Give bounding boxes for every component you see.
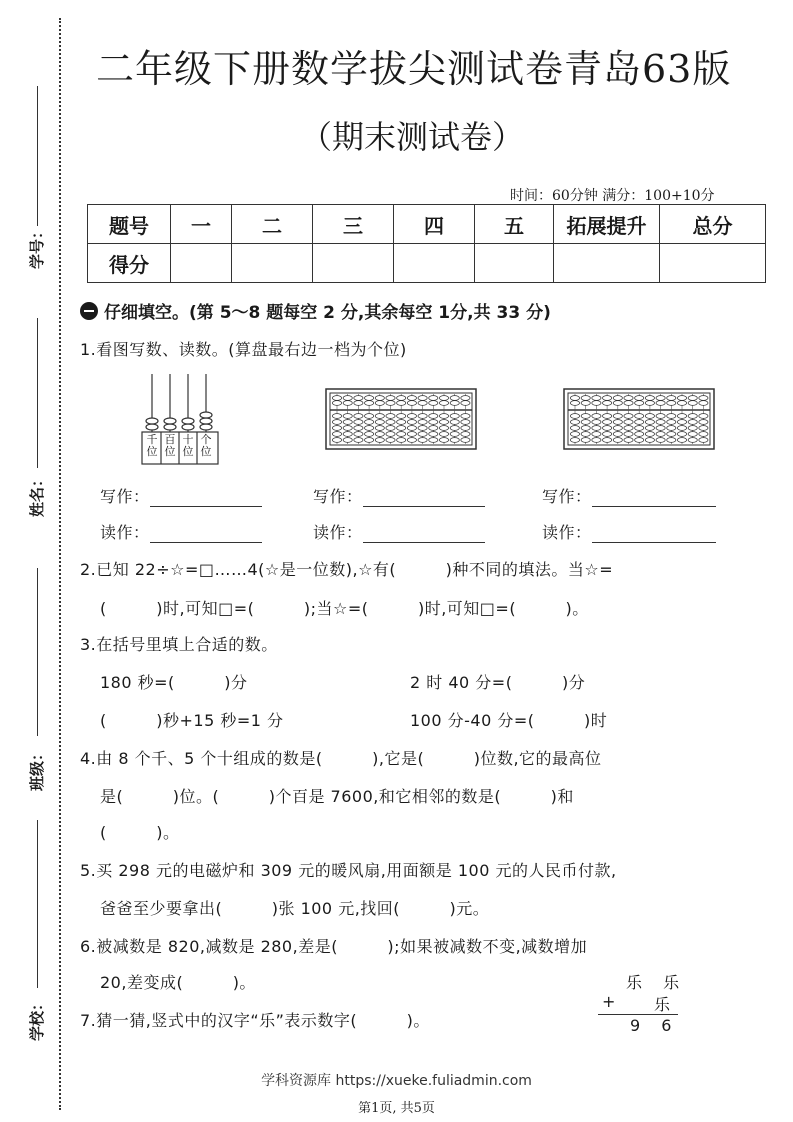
q4-line3: ( )。 [100, 823, 180, 842]
abacus-bead [570, 396, 579, 401]
abacus-bead [397, 432, 406, 437]
score-cell[interactable] [232, 244, 313, 283]
abacus-bead [603, 414, 612, 419]
abacus-bead [375, 420, 384, 425]
abacus-bead [688, 432, 697, 437]
abacus-bead [418, 420, 427, 425]
abacus-bead [365, 396, 374, 401]
abacus-bead [397, 396, 406, 401]
abacus-bead [375, 401, 384, 406]
abacus-bead [603, 432, 612, 437]
abacus-bead [656, 432, 665, 437]
write-answer-blank[interactable] [363, 506, 485, 507]
abacus-bead [429, 414, 438, 419]
abacus-bead [332, 432, 341, 437]
q7-text: 7.猜一猜,竖式中的汉字“乐”表示数字( )。 [80, 1011, 430, 1030]
abacus-bead [450, 420, 459, 425]
abacus-bead [592, 438, 601, 443]
abacus-bead [386, 426, 395, 431]
abacus-bead [592, 396, 601, 401]
q2-line1: 2.已知 22÷☆=□……4(☆是一位数),☆有( )种不同的填法。当☆= [80, 560, 614, 579]
score-cell[interactable] [313, 244, 394, 283]
abacus-bead [699, 420, 708, 425]
abacus-bead [699, 426, 708, 431]
abacus-bead [635, 396, 644, 401]
abacus-bead [656, 414, 665, 419]
abacus-bead [570, 414, 579, 419]
write-row-3 [542, 484, 716, 507]
score-cell[interactable] [394, 244, 475, 283]
section-heading-text: 仔细填空。(第 5～8 题每空 2 分,其余每空 1分,共 33 分) [104, 303, 551, 323]
name-line[interactable] [37, 318, 38, 468]
q6-line2: 20,差变成( )。 [100, 973, 256, 992]
counter-label-ones: 个位 [200, 433, 212, 458]
abacus-bead [688, 396, 697, 401]
abacus-bead [375, 438, 384, 443]
abacus-bead [645, 420, 654, 425]
score-table [87, 204, 766, 283]
abacus-bead [450, 401, 459, 406]
abacus-bead [332, 396, 341, 401]
abacus-bead [677, 396, 686, 401]
q3-item-c: ( )秒+15 秒=1 分 [100, 711, 284, 730]
abacus-bead [461, 438, 470, 443]
counter-label-hundreds: 百位 [164, 433, 176, 458]
abacus-bead [581, 396, 590, 401]
abacus-bead [332, 420, 341, 425]
abacus-bead [439, 396, 448, 401]
q3-item-a: 180 秒=( )分 [100, 673, 248, 692]
abacus-bead [461, 401, 470, 406]
score-cell[interactable] [554, 244, 660, 283]
abacus-bead [343, 438, 352, 443]
abacus-bead [365, 438, 374, 443]
abacus-bead [407, 401, 416, 406]
counter-label-thousands: 千位 [146, 433, 158, 458]
q4-line2: 是( )位。( )个百是 7600,和它相邻的数是( )和 [100, 787, 574, 806]
read-label: 读作： [100, 523, 150, 542]
abacus-bead [375, 432, 384, 437]
abacus-bead [343, 414, 352, 419]
abacus-bead [581, 438, 590, 443]
class-line[interactable] [37, 568, 38, 736]
section-heading [80, 298, 551, 323]
abacus-bead [699, 438, 708, 443]
abacus-bead [354, 414, 363, 419]
write-label: 写作： [100, 487, 150, 506]
abacus-bead [439, 426, 448, 431]
score-header-cell: 题号 [88, 205, 171, 244]
abacus-bead [592, 401, 601, 406]
abacus-bead [667, 396, 676, 401]
abacus-bead [354, 432, 363, 437]
score-cell[interactable] [475, 244, 554, 283]
abacus-bead [407, 420, 416, 425]
abacus-bead [450, 426, 459, 431]
abacus-bead [386, 414, 395, 419]
abacus-bead [699, 432, 708, 437]
score-header-cell: 总分 [660, 205, 766, 244]
abacus-bead [439, 432, 448, 437]
abacus-bead [418, 396, 427, 401]
abacus-bead [450, 414, 459, 419]
abacus-bead [677, 420, 686, 425]
q5-line2: 爸爸至少要拿出( )张 100 元,找回( )元。 [100, 899, 490, 918]
abacus-bead [461, 426, 470, 431]
score-cell[interactable] [171, 244, 232, 283]
q7-vertical-second: 乐 [654, 995, 671, 1014]
abacus-bead [418, 426, 427, 431]
abacus-bead [570, 401, 579, 406]
abacus-bead [656, 396, 665, 401]
abacus-bead [343, 426, 352, 431]
footer-page-number: 第1页, 共5页 [358, 1101, 435, 1116]
abacus-bead [418, 401, 427, 406]
abacus-bead [677, 426, 686, 431]
abacus-bead [699, 401, 708, 406]
abacus-bead [603, 420, 612, 425]
abacus-bead [429, 396, 438, 401]
abacus-bead [645, 401, 654, 406]
abacus-bead [407, 438, 416, 443]
abacus-bead [667, 438, 676, 443]
abacus-bead [624, 426, 633, 431]
abacus-bead [354, 396, 363, 401]
abacus-bead [375, 396, 384, 401]
abacus-bead [688, 401, 697, 406]
student-id-label: 学号： [28, 223, 47, 270]
abacus-bead [332, 438, 341, 443]
score-table-score-row [88, 244, 766, 283]
abacus-bead [613, 420, 622, 425]
abacus-1 [325, 388, 477, 450]
page-subtitle: （期末测试卷） [300, 118, 525, 156]
abacus-bead [570, 420, 579, 425]
abacus-bead [397, 414, 406, 419]
abacus-bead [592, 426, 601, 431]
abacus-bead [699, 396, 708, 401]
abacus-bead [429, 420, 438, 425]
abacus-bead [592, 432, 601, 437]
abacus-bead [570, 426, 579, 431]
q5-line1: 5.买 298 元的电磁炉和 309 元的暖风扇,用面额是 100 元的人民币付款, [80, 861, 617, 880]
write-label: 写作： [542, 487, 592, 506]
abacus-2 [563, 388, 715, 450]
abacus-bead [386, 432, 395, 437]
abacus-bead [397, 420, 406, 425]
read-row-3 [542, 520, 716, 543]
q6-line1: 6.被减数是 820,减数是 280,差是( );如果被减数不变,减数增加 [80, 937, 588, 956]
abacus-bead [343, 396, 352, 401]
abacus-bead [613, 414, 622, 419]
abacus-bead [386, 420, 395, 425]
abacus-bead [688, 438, 697, 443]
q3-title: 3.在括号里填上合适的数。 [80, 635, 278, 654]
score-header-cell: 五 [475, 205, 554, 244]
abacus-bead [365, 432, 374, 437]
read-answer-blank[interactable] [592, 542, 716, 543]
abacus-bead [450, 432, 459, 437]
abacus-bead [613, 432, 622, 437]
abacus-bead [613, 426, 622, 431]
abacus-bead [592, 414, 601, 419]
abacus-bead [635, 438, 644, 443]
abacus-bead [354, 426, 363, 431]
abacus-bead [667, 432, 676, 437]
abacus-bead [418, 414, 427, 419]
q3-item-d: 100 分-40 分=( )时 [410, 711, 608, 730]
score-cell[interactable] [660, 244, 766, 283]
abacus-bead [624, 432, 633, 437]
abacus-bead [365, 414, 374, 419]
abacus-bead [613, 401, 622, 406]
abacus-bead [677, 432, 686, 437]
abacus-bead [429, 401, 438, 406]
abacus-bead [375, 414, 384, 419]
score-header-cell: 一 [171, 205, 232, 244]
abacus-bead [603, 396, 612, 401]
score-header-cell: 三 [313, 205, 394, 244]
abacus-bead [613, 396, 622, 401]
read-label: 读作： [542, 523, 592, 542]
abacus-bead [624, 438, 633, 443]
abacus-bead [677, 401, 686, 406]
abacus-bead [645, 438, 654, 443]
q7-sum-line [598, 1014, 678, 1015]
abacus-bead [677, 414, 686, 419]
abacus-bead [570, 438, 579, 443]
abacus-bead [581, 426, 590, 431]
abacus-bead [635, 432, 644, 437]
abacus-bead [603, 426, 612, 431]
abacus-bead [397, 426, 406, 431]
abacus-bead [688, 414, 697, 419]
abacus-bead [688, 420, 697, 425]
score-table-header-row [88, 205, 766, 244]
abacus-bead [656, 426, 665, 431]
abacus-bead [667, 414, 676, 419]
abacus-bead [581, 401, 590, 406]
binding-dotted-line [59, 18, 61, 1110]
abacus-bead [407, 432, 416, 437]
abacus-bead [581, 414, 590, 419]
abacus-bead [375, 426, 384, 431]
abacus-bead [645, 432, 654, 437]
write-row-1 [100, 484, 262, 507]
abacus-bead [667, 426, 676, 431]
abacus-bead [386, 401, 395, 406]
time-info: 时间：60分钟 满分：100+10分 [510, 188, 715, 204]
abacus-bead [407, 414, 416, 419]
abacus-bead [624, 396, 633, 401]
abacus-bead [332, 401, 341, 406]
q7-vertical-result: 9 6 [630, 1016, 680, 1035]
name-label: 姓名： [28, 471, 47, 518]
abacus-bead [343, 420, 352, 425]
read-label: 读作： [313, 523, 363, 542]
abacus-bead [418, 432, 427, 437]
score-header-cell: 二 [232, 205, 313, 244]
abacus-bead [656, 420, 665, 425]
abacus-bead [429, 438, 438, 443]
abacus-bead [407, 396, 416, 401]
abacus-bead [461, 396, 470, 401]
write-answer-blank[interactable] [592, 506, 716, 507]
score-header-cell: 四 [394, 205, 475, 244]
abacus-bead [450, 396, 459, 401]
abacus-bead [699, 414, 708, 419]
abacus-bead [592, 420, 601, 425]
abacus-bead [450, 438, 459, 443]
abacus-bead [407, 426, 416, 431]
q1-text: 1.看图写数、读数。(算盘最右边一档为个位) [80, 340, 407, 359]
score-header-cell: 拓展提升 [554, 205, 660, 244]
abacus-bead [365, 401, 374, 406]
abacus-bead [667, 420, 676, 425]
student-id-line[interactable] [37, 86, 38, 226]
q3-item-b: 2 时 40 分=( )分 [410, 673, 586, 692]
abacus-bead [332, 426, 341, 431]
abacus-bead [365, 426, 374, 431]
abacus-bead [439, 438, 448, 443]
abacus-bead [461, 414, 470, 419]
abacus-bead [656, 438, 665, 443]
abacus-bead [439, 414, 448, 419]
write-row-2 [313, 484, 485, 507]
read-row-2 [313, 520, 485, 543]
abacus-bead [386, 396, 395, 401]
counter-label-tens: 十位 [182, 433, 194, 458]
abacus-bead [603, 438, 612, 443]
abacus-bead [624, 401, 633, 406]
abacus-bead [332, 414, 341, 419]
q2-line2: ( )时,可知□=( );当☆=( )时,可知□=( )。 [100, 599, 589, 618]
school-line[interactable] [37, 820, 38, 988]
section-marker-icon [80, 302, 98, 320]
abacus-bead [365, 420, 374, 425]
abacus-bead [418, 438, 427, 443]
abacus-bead [461, 420, 470, 425]
read-answer-blank[interactable] [150, 542, 262, 543]
abacus-bead [343, 401, 352, 406]
abacus-bead [386, 438, 395, 443]
abacus-bead [603, 401, 612, 406]
q4-line1: 4.由 8 个千、5 个十组成的数是( ),它是( )位数,它的最高位 [80, 749, 602, 768]
abacus-bead [570, 432, 579, 437]
abacus-bead [645, 426, 654, 431]
abacus-bead [439, 401, 448, 406]
abacus-bead [635, 401, 644, 406]
abacus-bead [677, 438, 686, 443]
abacus-bead [624, 414, 633, 419]
abacus-bead [397, 438, 406, 443]
q7-vertical-top: 乐 乐 [626, 973, 688, 992]
abacus-bead [635, 420, 644, 425]
abacus-bead [635, 426, 644, 431]
abacus-bead [354, 401, 363, 406]
abacus-bead [354, 438, 363, 443]
abacus-bead [354, 420, 363, 425]
footer-source: 学科资源库 https://xueke.fuliadmin.com [261, 1073, 532, 1089]
abacus-bead [656, 401, 665, 406]
read-row-1 [100, 520, 262, 543]
abacus-bead [397, 401, 406, 406]
abacus-bead [439, 420, 448, 425]
score-row-label: 得分 [88, 244, 171, 283]
school-label: 学校： [28, 995, 47, 1042]
page-title: 二年级下册数学拔尖测试卷青岛63版 [96, 47, 732, 91]
abacus-bead [624, 420, 633, 425]
abacus-bead [429, 426, 438, 431]
q7-plus-sign: + [602, 992, 616, 1011]
abacus-bead [613, 438, 622, 443]
abacus-bead [429, 432, 438, 437]
class-label: 班级： [28, 745, 47, 792]
abacus-bead [581, 420, 590, 425]
abacus-bead [645, 414, 654, 419]
abacus-bead [645, 396, 654, 401]
write-answer-blank[interactable] [150, 506, 262, 507]
read-answer-blank[interactable] [363, 542, 485, 543]
abacus-bead [635, 414, 644, 419]
abacus-bead [461, 432, 470, 437]
abacus-bead [688, 426, 697, 431]
write-label: 写作： [313, 487, 363, 506]
abacus-bead [343, 432, 352, 437]
abacus-bead [667, 401, 676, 406]
abacus-bead [581, 432, 590, 437]
